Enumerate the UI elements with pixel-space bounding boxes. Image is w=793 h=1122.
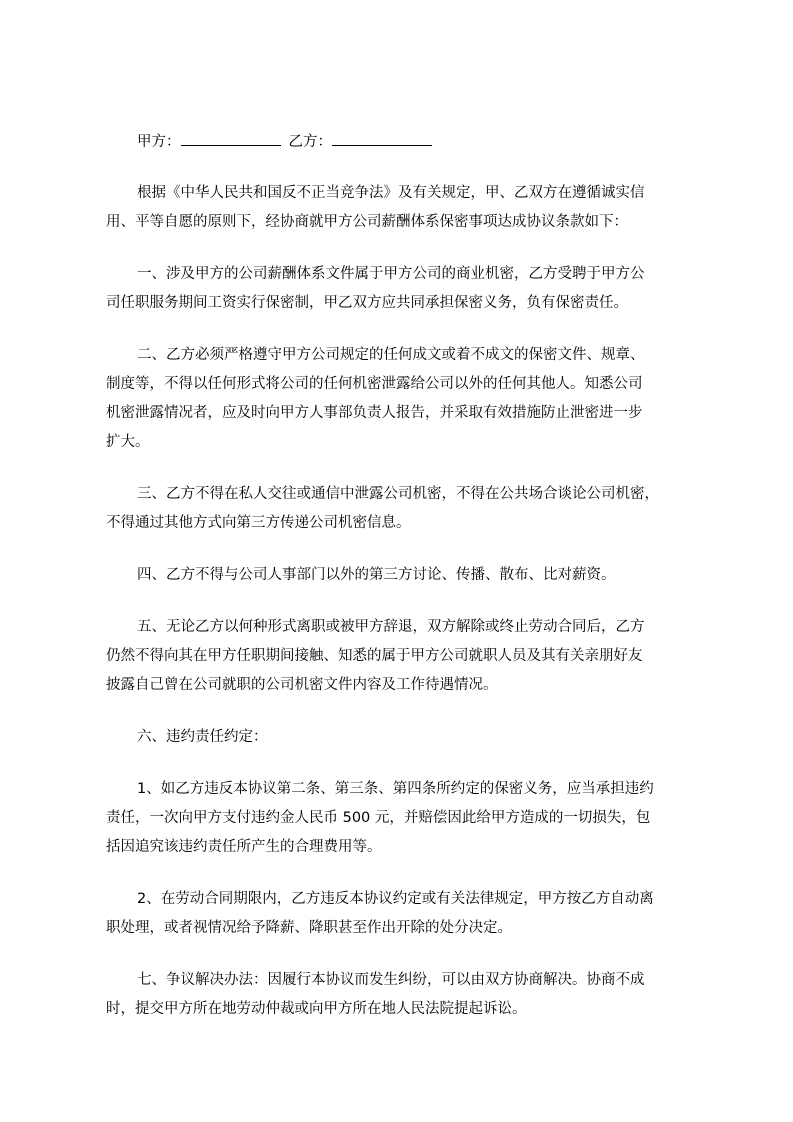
party-a-label: 甲方：: [137, 134, 181, 150]
party-b-blank: [332, 131, 432, 146]
clause-1-line-1: 一、涉及甲方的公司薪酬体系文件属于甲方公司的商业机密，乙方受聘于甲方公: [137, 266, 645, 282]
clause-7-line-1: 七、争议解决办法：因履行本协议而发生纠纷，可以由双方协商解决。协商不成: [137, 972, 645, 988]
clause-5-line-1: 五、无论乙方以何种形式离职或被甲方辞退，双方解除或终止劳动合同后，乙方: [137, 619, 645, 635]
party-b-label: 乙方：: [288, 134, 332, 150]
clause-6-1-line-3: 括因追究该违约责任所产生的合理费用等。: [106, 839, 382, 855]
clause-7-line-2: 时，提交甲方所在地劳动仲裁或向甲方所在地人民法院提起诉讼。: [106, 1001, 527, 1017]
clause-2-line-2: 制度等，不得以任何形式将公司的任何机密泄露给公司以外的任何其他人。知悉公司: [106, 376, 643, 392]
clause-1-line-2: 司任职服务期间工资实行保密制，甲乙双方应共同承担保密义务，负有保密责任。: [106, 295, 628, 311]
clause-5-line-3: 披露自己曾在公司就职的公司机密文件内容及工作待遇情况。: [106, 677, 498, 693]
clause-6-heading: 六、违约责任约定：: [137, 729, 268, 745]
clause-3-line-1: 三、乙方不得在私人交往或通信中泄露公司机密，不得在公共场合谈论公司机密，: [137, 486, 659, 502]
clause-5-line-2: 仍然不得向其在甲方任职期间接触、知悉的属于甲方公司就职人员及其有关亲朋好友: [106, 648, 643, 664]
clause-6-1-line-2: 责任，一次向甲方支付违约金人民币 500 元，并赔偿因此给甲方造成的一切损失，包: [106, 810, 651, 826]
clause-4-line-1: 四、乙方不得与公司人事部门以外的第三方讨论、传播、散布、比对薪资。: [137, 567, 616, 583]
clause-2-line-1: 二、乙方必须严格遵守甲方公司规定的任何成文或着不成文的保密文件、规章、: [137, 347, 645, 363]
intro-line-1: 根据《中华人民共和国反不正当竞争法》及有关规定，甲、乙双方在遵循诚实信: [137, 185, 645, 201]
clause-6-2-line-1: 2、在劳动合同期限内，乙方违反本协议约定或有关法律规定，甲方按乙方自动离: [137, 891, 654, 907]
clause-3-line-2: 不得通过其他方式向第三方传递公司机密信息。: [106, 515, 411, 531]
clause-6-1-line-1: 1、如乙方违反本协议第二条、第三条、第四条所约定的保密义务，应当承担违约: [137, 781, 654, 797]
parties-row: [137, 131, 440, 152]
clause-6-2-line-2: 职处理，或者视情况给予降薪、降职甚至作出开除的处分决定。: [106, 920, 512, 936]
intro-line-2: 用、平等自愿的原则下，经协商就甲方公司薪酬体系保密事项达成协议条款如下：: [106, 214, 628, 230]
clause-2-line-3: 机密泄露情况者，应及时向甲方人事部负责人报告，并采取有效措施防止泄密进一步: [106, 405, 643, 421]
clause-2-line-4: 扩大。: [106, 434, 150, 450]
party-a-blank: [181, 131, 281, 146]
